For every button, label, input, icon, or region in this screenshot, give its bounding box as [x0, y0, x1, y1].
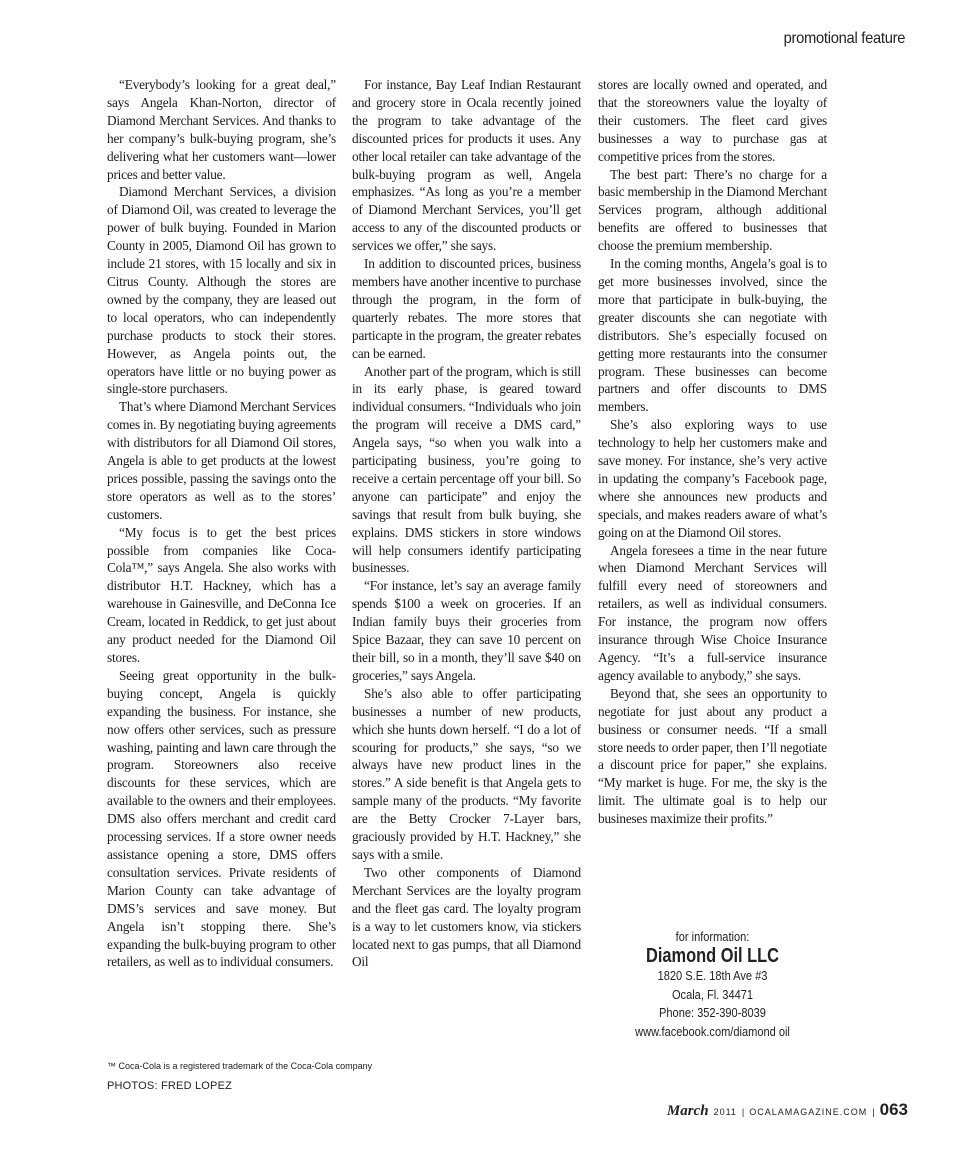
article-paragraph: For instance, Bay Leaf Indian Restaurant and grocery store in Ocala recently joined the program to take advantage of the discounted prices for products it uses. Any other local retailer can take advantage of the bulk-buying program as well, Angela emphasizes. “As long as you’re a member of Diamond Merchant Services, you’ll get access to any of the discounted products or services we offer,” she says.	[352, 77, 581, 254]
article-paragraph: Angela foresees a time in the near future when Diamond Merchant Services will fulfill every need of storeowners and retailers, as well as individual consumers. For instance, the program now offers insurance through Wise Choice Insurance Agency. “It’s a full-service insurance agency available to anybody,” she says.	[598, 542, 827, 683]
contact-address-line-2: Ocala, Fl. 34471	[671, 986, 754, 1002]
article-paragraph: “My focus is to get the best prices possible from companies like Coca-Cola™,” says Angela. She also works with distributor H.T. Hackney, which has a warehouse in Gainesville, and DeConna Ice Cream, located in Reddick, to get just about any product needed for the Diamond Oil stores.	[107, 524, 336, 665]
contact-website[interactable]: www.facebook.com/diamond oil	[635, 1023, 790, 1039]
article-paragraph: In addition to discounted prices, business members have another incentive to purchase through the program, in the form of quarterly rebates. The more stores that particapte in the program, the greater rebates can be earned.	[352, 256, 581, 361]
article-paragraph: She’s also able to offer participating businesses a number of new products, which she hunts down herself. “I do a lot of scouring for products,” she says, “so we always have new product lines in the stores.” A side benefit is that Angela gets to sample many of the products. “My favorite are the Betty Crocker 7-Layer bars, graciously provided by H.T. Hackney,” she says with a smile.	[352, 685, 581, 862]
article-paragraph: “For instance, let’s say an average family spends $100 a week on groceries. If an Indian family buys their groceries from Spice Bazaar, they can save 10 percent on their bill, so in a month, they’ll save $40 on groceries,” says Angela.	[352, 578, 581, 683]
article-paragraph: That’s where Diamond Merchant Services comes in. By negotiating buying agreements with distributors for all Diamond Oil stores, Angela is able to get products at the lowest prices possible, passing the savings onto the store operators as well as to the stores’ customers.	[107, 399, 336, 522]
article-paragraph: stores are locally owned and operated, and that the storeowners value the loyalty of their customers. The fleet card gives businesses a way to purchase gas at competitive prices from the stores.	[598, 77, 827, 164]
contact-phone: Phone: 352-390-8039	[659, 1005, 766, 1020]
article-paragraph: Beyond that, she sees an opportunity to negotiate for just about any product a business or consumer needs. “If a small store needs to order paper, then I’ll negotiate a discount price for paper,” she explains. “My market is huge. For me, the sky is the limit. The ultimate goal is to help our busineses maximize their profits.”	[598, 685, 827, 827]
page-number: 063	[879, 1100, 908, 1119]
article-paragraph: Another part of the program, which is still in its early phase, is geared toward individual consumers. “Individuals who join the program will receive a DMS card,” Angela says, “so when you walk into a participating business, you’re going to receive a certain percentage off your bill. So anyone can participate” and enjoy the savings that result from bulk buying, she explains. DMS stickers in store windows will help consumers identify participating businesses.	[352, 363, 581, 576]
article-paragraph: Diamond Merchant Services, a division of Diamond Oil, was created to leverage the power of bulk buying. Founded in Marion County in 2005, Diamond Oil has grown to include 21 stores, with 15 locally and six in Citrus County. Although the stores are owned by the company, they are leased out to local operators, who can independently purchase products to stock their stores. However, as Angela points out, the operators have little or no buying power as single-store purchasers.	[107, 184, 336, 397]
article-paragraph: “Everybody’s looking for a great deal,” says Angela Khan-Norton, director of Diamond Merchant Services. And thanks to her company’s bulk-buying program, she’s delivering what her customers want—lower prices and better value.	[107, 77, 336, 182]
article-paragraph: Seeing great opportunity in the bulk-buying concept, Angela is quickly expanding the business. For instance, she now offers other services, such as pressure washing, painting and lawn care through the program. Storeowners also receive discounts for these services, which are available to the owners and their employees. DMS also offers merchant and credit card processing services. If a store owner needs assistance opening a store, DMS offers consultation services. Private residents of Marion County can take advantage of DMS’s services and save money. But Angela isn’t stopping there. She’s expanding the bulk-buying program to other retailers, as well as to individual consumers.	[107, 667, 336, 970]
folio-site: OCALAMAGAZINE.COM	[749, 1107, 868, 1117]
article-paragraph: The best part: There’s no charge for a basic membership in the Diamond Merchant Services program, although additional benefits are offered to businesses that choose the premium membership.	[598, 166, 827, 254]
section-label: promotional feature	[783, 30, 905, 47]
article-column-3	[598, 76, 827, 828]
folio-separator: |	[872, 1107, 875, 1117]
article-paragraph: In the coming months, Angela’s goal is to get more businesses involved, since the more that participate in bulk-buying, the greater discounts she can negotiate with distributors. She’s especially focused on getting more restaurants into the consumer program. These businesses can become partners and offer discounts to DMS members.	[598, 256, 827, 415]
contact-address-line-1: 1820 S.E. 18th Ave #3	[657, 968, 768, 983]
article-paragraph: She’s also exploring ways to use technology to help her customers make and save money. For instance, she’s very active in updating the company’s Facebook page, where she announces new products and specials, and makes readers aware of what’s going on at the Diamond Oil stores.	[598, 417, 827, 540]
page-folio	[667, 1100, 908, 1120]
article-paragraph: Two other components of Diamond Merchant Services are the loyalty program and the fleet gas card. The loyalty program is a way to let customers know, via stickers located next to gas pumps, that all Diamond Oil	[352, 864, 581, 970]
trademark-footnote: ™ Coca-Cola is a registered trademark of the Coca-Cola company	[107, 1061, 373, 1071]
article-column-1	[107, 76, 336, 971]
folio-year: 2011	[713, 1107, 737, 1117]
contact-company-name: Diamond Oil LLC	[645, 945, 780, 967]
article-column-2	[352, 76, 581, 971]
folio-month: March	[666, 1103, 709, 1119]
contact-intro: for information:	[675, 929, 750, 944]
photo-credit: PHOTOS: FRED LOPEZ	[107, 1080, 233, 1092]
folio-separator: |	[741, 1107, 745, 1117]
contact-box	[598, 929, 827, 1041]
